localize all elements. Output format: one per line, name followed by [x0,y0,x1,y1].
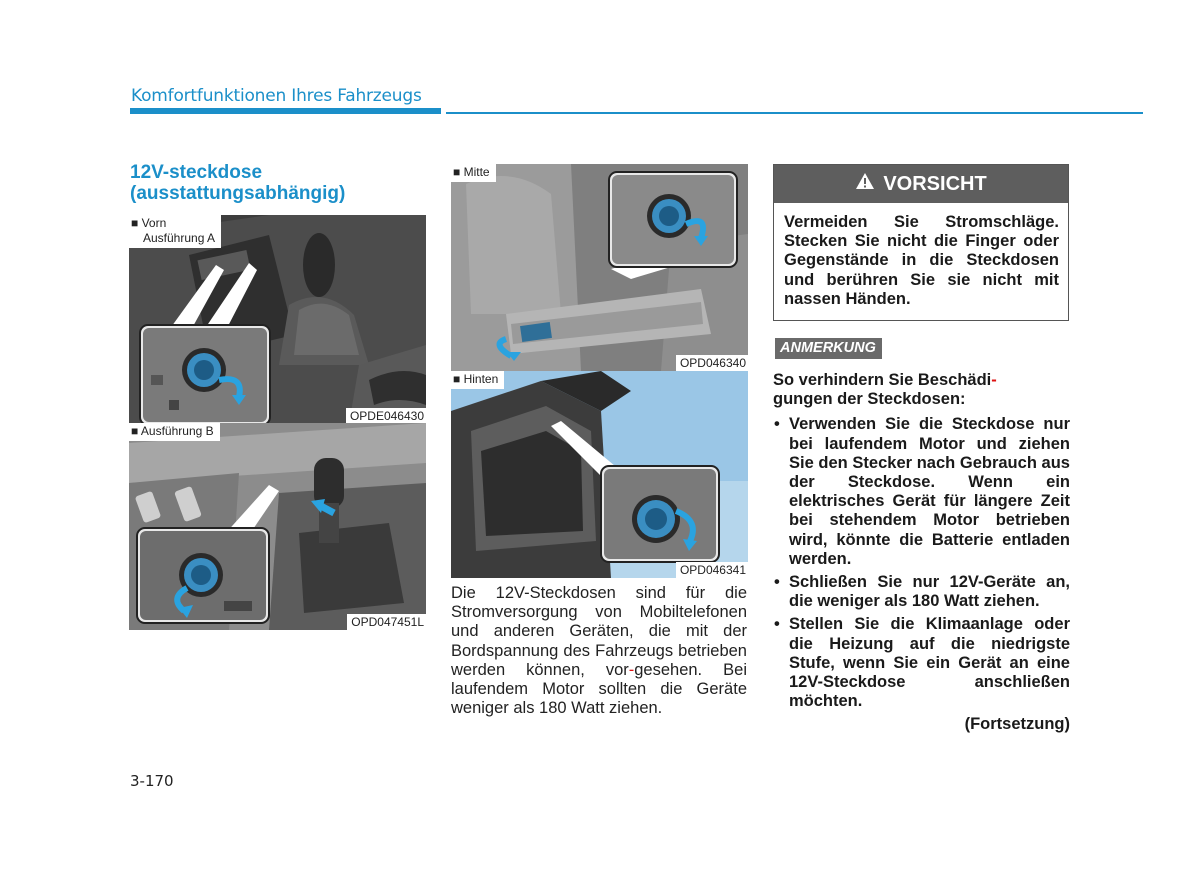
note-bullet-item: • Stellen Sie die Klimaanlage oder die Heizung auf die niedrigste Stufe, wenn Sie ein Gerät an eine 12V-Steckdose anschließen möchten. [773,615,1070,711]
note-intro-part2: gungen der Steckdosen: [773,390,966,409]
figure-front-variant-b [129,423,426,630]
body-text-part1: Die 12V-Steckdosen sind für die Stromversorgung von Mobiltelefonen und anderen Geräten, die mit der Bordspannung des Fahrzeugs betrieben werden können, vor [451,584,747,679]
note-intro-hyphen: - [991,371,997,389]
note-bullet-item: • Verwenden Sie die Steckdose nur bei laufendem Motor und ziehen Sie den Stecker nach Gebrauch aus der Steckdose. Wenn ein elektrisches Gerät für längere Zeit bei stehendem Motor betrieben wird, könnte die Batterie entladen werden. [773,415,1070,569]
body-text-part2: gesehen. Bei laufendem Motor sollten die Geräte weniger als 180 Watt ziehen. [451,660,747,718]
figure-middle [451,164,748,371]
note-bullet-list [773,415,1070,711]
chapter-title: Komfortfunktionen Ihres Fahrzeugs [131,86,422,106]
warning-text: Vermeiden Sie Stromschläge. Stecken Sie nicht die Finger oder Gegenstände in die Steckdosen und berühren Sie sie nicht mit nassen Händen. [784,213,1059,308]
note-intro [773,371,1070,409]
page-number: 3-170 [130,772,174,790]
figure-front-a-label-line2: Ausführung A [143,231,216,245]
armrest-illustration [451,164,748,371]
gear-shift-illustration [129,423,426,630]
section-title-line1: 12V-steckdose [130,162,263,183]
figure-rear-label: ■ Hinten [451,371,504,389]
figure-front-a-label [129,215,221,248]
warning-box [773,164,1069,321]
warning-triangle-icon [855,172,875,196]
warning-header [774,165,1068,203]
body-hyphen: - [628,660,635,679]
figure-rear [451,371,748,578]
trunk-illustration [451,371,748,578]
warning-title: VORSICHT [883,172,987,195]
section-title [130,162,430,204]
body-paragraph [451,584,747,718]
figure-front-b-code: OPD047451L [347,614,426,630]
figure-middle-code: OPD046340 [676,355,748,371]
section-title-line2: (ausstattungsabhängig) [130,183,346,204]
continuation-note: (Fortsetzung) [964,715,1070,734]
figure-front-variant-a [129,215,426,424]
figure-front-a-label-line1: ■ Vorn [131,216,167,230]
header-rule-thin [446,112,1143,114]
note-tag: ANMERKUNG [775,338,882,359]
figure-rear-code: OPD046341 [676,562,748,578]
note-content [773,371,1070,735]
figure-front-a-code: OPDE046430 [346,408,426,424]
note-bullet-item: • Schließen Sie nur 12V-Geräte an, die weniger als 180 Watt ziehen. [773,573,1070,611]
figure-front-b-label: ■ Ausführung B [129,423,220,441]
header-rule-thick [130,108,441,114]
figure-middle-label: ■ Mitte [451,164,496,182]
note-intro-part1: So verhindern Sie Beschädi [773,371,992,389]
